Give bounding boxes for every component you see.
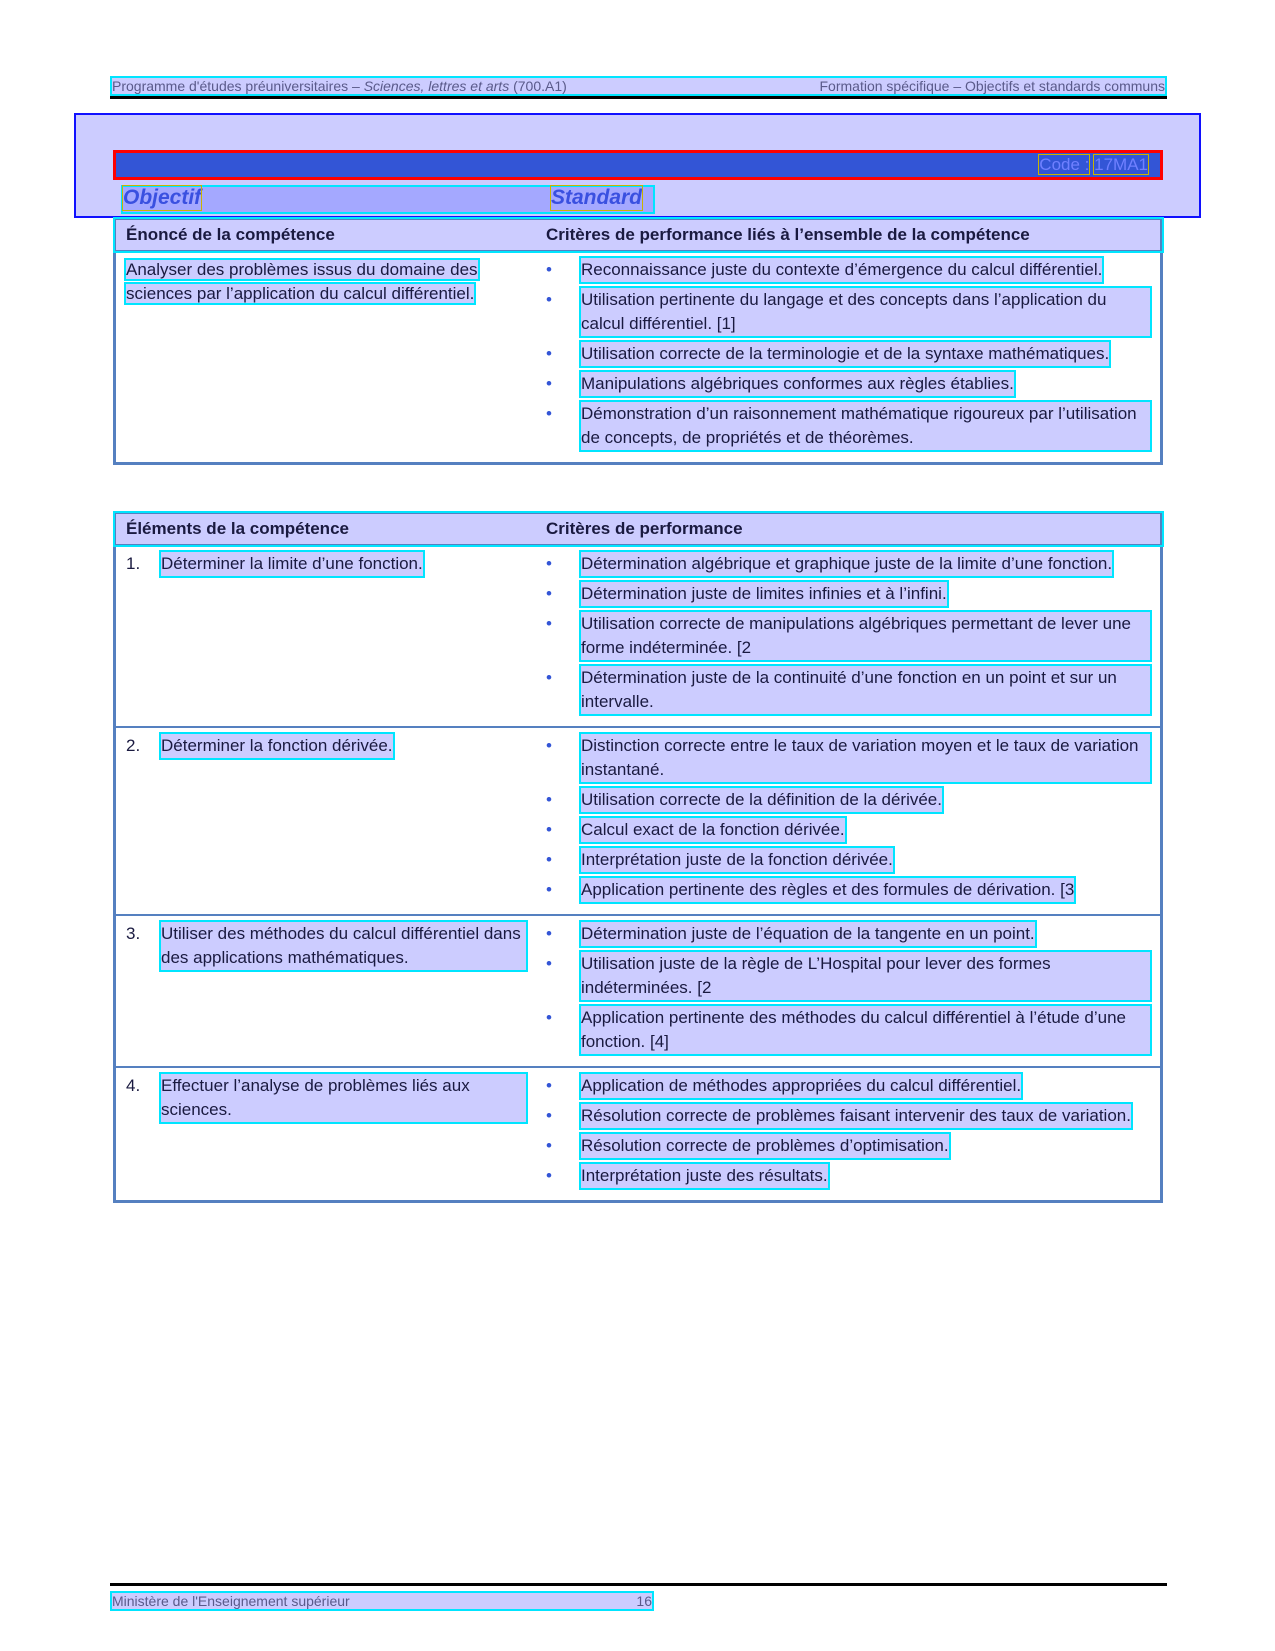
- criterion: [546, 258, 1150, 282]
- element-row: [115, 915, 1162, 1067]
- criterion: [546, 952, 1150, 1000]
- criterion: [546, 848, 1150, 872]
- element: [126, 734, 526, 758]
- criterion: [546, 1134, 1150, 1158]
- bullet-icon: •: [546, 880, 552, 899]
- element-number: 1.: [126, 554, 141, 573]
- page-footer: [112, 1593, 652, 1609]
- bullet-icon: •: [546, 1136, 552, 1155]
- criterion-text: Interprétation juste de la fonction dérivée.: [581, 848, 893, 872]
- bullet-icon: •: [546, 1008, 552, 1027]
- bullet-icon: •: [546, 736, 552, 755]
- criterion: [546, 1164, 1150, 1188]
- header-italic: Sciences, lettres et arts: [363, 78, 510, 94]
- criterion-text: Détermination juste de la continuité d’une fonction en un point et sur un intervalle.: [581, 666, 1150, 714]
- bullet-icon: •: [546, 260, 552, 279]
- element-text: Utiliser des méthodes du calcul différentiel dans des applications mathématiques.: [161, 922, 526, 970]
- bullet-icon: •: [546, 1106, 552, 1125]
- competence-statement: Analyser des problèmes issus du domaine des sciences par l’application du calcul différentiel.: [126, 260, 478, 303]
- element-number: 2.: [126, 736, 141, 755]
- element: [126, 922, 526, 970]
- bullet-icon: •: [546, 614, 552, 633]
- criterion: [546, 922, 1150, 946]
- code-bar: [113, 150, 1163, 180]
- criterion: [546, 288, 1150, 336]
- header-suffix: (700.A1): [509, 78, 567, 94]
- bullet-icon: •: [546, 954, 552, 973]
- criterion-text: Application pertinente des méthodes du calcul différentiel à l’étude d’une fonction. [4]: [581, 1006, 1150, 1054]
- header-rule: [110, 96, 1167, 99]
- code-value: 17MA1: [1094, 155, 1148, 174]
- criterion: [546, 342, 1150, 366]
- criterion: [546, 612, 1150, 660]
- code-label: Code :: [1039, 155, 1090, 174]
- criterion-text: Détermination algébrique et graphique juste de la limite d’une fonction.: [581, 552, 1112, 576]
- criterion-text: Résolution correcte de problèmes faisant intervenir des taux de variation.: [581, 1104, 1131, 1128]
- element-number: 3.: [126, 924, 141, 943]
- criterion: [546, 788, 1150, 812]
- criterion: [546, 666, 1150, 714]
- bullet-icon: •: [546, 1166, 552, 1185]
- criterion: [546, 734, 1150, 782]
- header-prefix: Programme d'études préuniversitaires –: [112, 78, 364, 94]
- criterion-text: Interprétation juste des résultats.: [581, 1164, 828, 1188]
- code: [1039, 155, 1148, 175]
- standard-label: Standard: [551, 186, 643, 209]
- criterion-text: Détermination juste de l’équation de la tangente en un point.: [581, 922, 1035, 946]
- criterion-text: Manipulations algébriques conformes aux règles établies.: [581, 372, 1014, 396]
- page-header: [112, 78, 1165, 94]
- col-header-elements: Éléments de la compétence: [126, 519, 349, 538]
- criteria-list: [536, 545, 1162, 727]
- criterion: [546, 878, 1150, 902]
- criteria-list: [536, 727, 1162, 915]
- criterion-text: Démonstration d’un raisonnement mathématique rigoureux par l’utilisation de concepts, de propriétés et de théorèmes.: [581, 402, 1150, 450]
- criterion-text: Utilisation correcte de la définition de la dérivée.: [581, 788, 942, 812]
- element-text: Déterminer la fonction dérivée.: [161, 734, 393, 758]
- criterion-text: Distinction correcte entre le taux de variation moyen et le taux de variation instantané.: [581, 734, 1150, 782]
- bullet-icon: •: [546, 820, 552, 839]
- criterion-text: Utilisation pertinente du langage et des concepts dans l’application du calcul différentiel. [1]: [581, 288, 1150, 336]
- criterion: [546, 402, 1150, 450]
- section-title: Formation spécifique – Objectifs et standards communs: [819, 78, 1165, 94]
- criterion: [546, 372, 1150, 396]
- criterion-text: Utilisation juste de la règle de L’Hospital pour lever des formes indéterminées. [2: [581, 952, 1150, 1000]
- bullet-icon: •: [546, 584, 552, 603]
- criterion: [546, 1006, 1150, 1054]
- competence-table: [113, 217, 1163, 465]
- criterion-text: Résolution correcte de problèmes d’optimisation.: [581, 1134, 949, 1158]
- criterion: [546, 582, 1150, 606]
- element: [126, 1074, 526, 1122]
- element-row: [115, 1067, 1162, 1202]
- col-header-statement: Énoncé de la compétence: [126, 225, 335, 244]
- criteria-list: [536, 251, 1162, 464]
- criterion-text: Application de méthodes appropriées du calcul différentiel.: [581, 1074, 1021, 1098]
- element: [126, 552, 526, 576]
- criterion-text: Calcul exact de la fonction dérivée.: [581, 818, 845, 842]
- element-text: Effectuer l’analyse de problèmes liés aux sciences.: [161, 1074, 526, 1122]
- bullet-icon: •: [546, 850, 552, 869]
- objectif-label: Objectif: [123, 186, 202, 209]
- criterion: [546, 1074, 1150, 1098]
- element-row: [115, 545, 1162, 727]
- bullet-icon: •: [546, 290, 552, 309]
- bullet-icon: •: [546, 374, 552, 393]
- bullet-icon: •: [546, 404, 552, 423]
- ministry: Ministère de l'Enseignement supérieur: [112, 1593, 350, 1609]
- page-number: 16: [636, 1593, 652, 1609]
- element-text: Déterminer la limite d’une fonction.: [161, 552, 423, 576]
- bullet-icon: •: [546, 554, 552, 573]
- criterion: [546, 552, 1150, 576]
- element-number: 4.: [126, 1076, 141, 1095]
- bullet-icon: •: [546, 668, 552, 687]
- criterion-text: Application pertinente des règles et des formules de dérivation. [3: [581, 878, 1074, 902]
- col-header-criteria: Critères de performance liés à l’ensemble de la compétence: [546, 225, 1030, 244]
- criterion-text: Reconnaissance juste du contexte d’émergence du calcul différentiel.: [581, 258, 1102, 282]
- program-title: [112, 78, 567, 94]
- bullet-icon: •: [546, 924, 552, 943]
- criterion-text: Détermination juste de limites infinies et à l’infini.: [581, 582, 947, 606]
- bullet-icon: •: [546, 1076, 552, 1095]
- criteria-list: [536, 915, 1162, 1067]
- col-header-performance: Critères de performance: [546, 519, 743, 538]
- criteria-list: [536, 1067, 1162, 1202]
- footer-rule: [110, 1583, 1167, 1586]
- criterion-text: Utilisation correcte de manipulations algébriques permettant de lever une forme indéterminée. [2: [581, 612, 1150, 660]
- criterion: [546, 1104, 1150, 1128]
- bullet-icon: •: [546, 344, 552, 363]
- bullet-icon: •: [546, 790, 552, 809]
- criterion-text: Utilisation correcte de la terminologie et de la syntaxe mathématiques.: [581, 342, 1109, 366]
- elements-table: [113, 511, 1163, 1203]
- element-row: [115, 727, 1162, 915]
- criterion: [546, 818, 1150, 842]
